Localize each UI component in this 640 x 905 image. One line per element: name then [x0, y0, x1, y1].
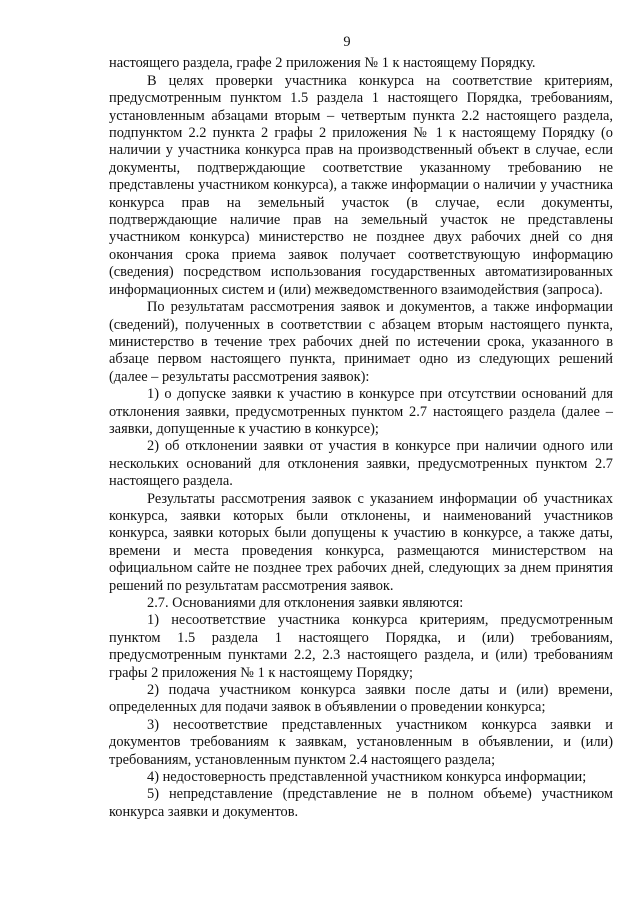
list-item-ground-2: 2) подача участником конкурса заявки после даты и (или) времени, определенных для подачи заявок в объявлении о проведении конкурса; — [109, 682, 613, 716]
list-item-ground-1: 1) несоответствие участника конкурса критериям, предусмотренным пунктом 1.5 раздела 1 настоящего Порядка, и (или) требованиям, предусмотренным пунктами 2.2, 2.3 настоящего раздела, и (или) требованиям графы 2 приложения № 1 к настоящему Порядку; — [109, 612, 613, 681]
list-item-ground-5: 5) непредставление (представление не в полном объеме) участником конкурса заявки и документов. — [109, 786, 613, 820]
list-item-ground-4: 4) недостоверность представленной участником конкурса информации; — [147, 769, 587, 786]
list-item-rejection: 2) об отклонении заявки от участия в конкурсе при наличии одного или нескольких оснований для отклонения заявки, предусмотренных пунктом 2.7 настоящего раздела. — [109, 438, 613, 490]
list-item-admission: 1) о допуске заявки к участию в конкурсе при отсутствии оснований для отклонения заявки, предусмотренных пунктом 2.7 настоящего раздела (далее – заявки, допущенные к участию в конкурсе); — [109, 386, 613, 437]
page-number: 9 — [343, 34, 351, 50]
paragraph-review-results: По результатам рассмотрения заявок и документов, а также информации (сведений), полученных в соответствии с абзацем вторым настоящего пункта, министерство в течение трех рабочих дней по истечении срока, указанного в абзаце первом настоящего пункта, принимает одно из следующих решений (далее – результаты рассмотрения заявок): — [109, 299, 613, 385]
paragraph-continuation: настоящего раздела, графе 2 приложения № 1 к настоящему Порядку. — [109, 55, 536, 72]
paragraph-verification: В целях проверки участника конкурса на соответствие критериям, предусмотренным пунктом 1.5 раздела 1 настоящего Порядка, требованиям, установленным абзацами вторым – четвертым пункта 2.2 настоящего раздела, подпунктом 2.2 пункта 2 графы 2 приложения № 1 к настоящему Порядку (о наличии у участника конкурса прав на производственный объект в случае, если документы, подтверждающие соответствие указанному требованию не представлены участником конкурса), а также информации о наличии у участника конкурса прав на земельный участок (в случае, если документы, подтверждающие наличие прав на земельный участок не представлены участником конкурса) министерство не позднее двух рабочих дней со дня окончания срока приема заявок получает соответствующую информацию (сведения) посредством использования государственных автоматизированных информационных систем и (или) межведомственного взаимодействия (запроса). — [109, 72, 613, 298]
section-heading-2-7: 2.7. Основаниями для отклонения заявки являются: — [147, 595, 464, 611]
list-item-ground-3: 3) несоответствие представленных участником конкурса заявки и документов требованиям к заявкам, установленным в объявлении, и (или) требованиям, установленным пунктом 2.4 настоящего раздела; — [109, 716, 613, 768]
paragraph-publication: Результаты рассмотрения заявок с указанием информации об участниках конкурса, заявки которых были отклонены, и наименований участников конкурса, заявки которых были допущены к участию в конкурсе, а также даты, времени и места проведения конкурса, размещаются министерством на официальном сайте не позднее трех рабочих дней, следующих за днем принятия решений по результатам рассмотрения заявок. — [109, 490, 613, 594]
